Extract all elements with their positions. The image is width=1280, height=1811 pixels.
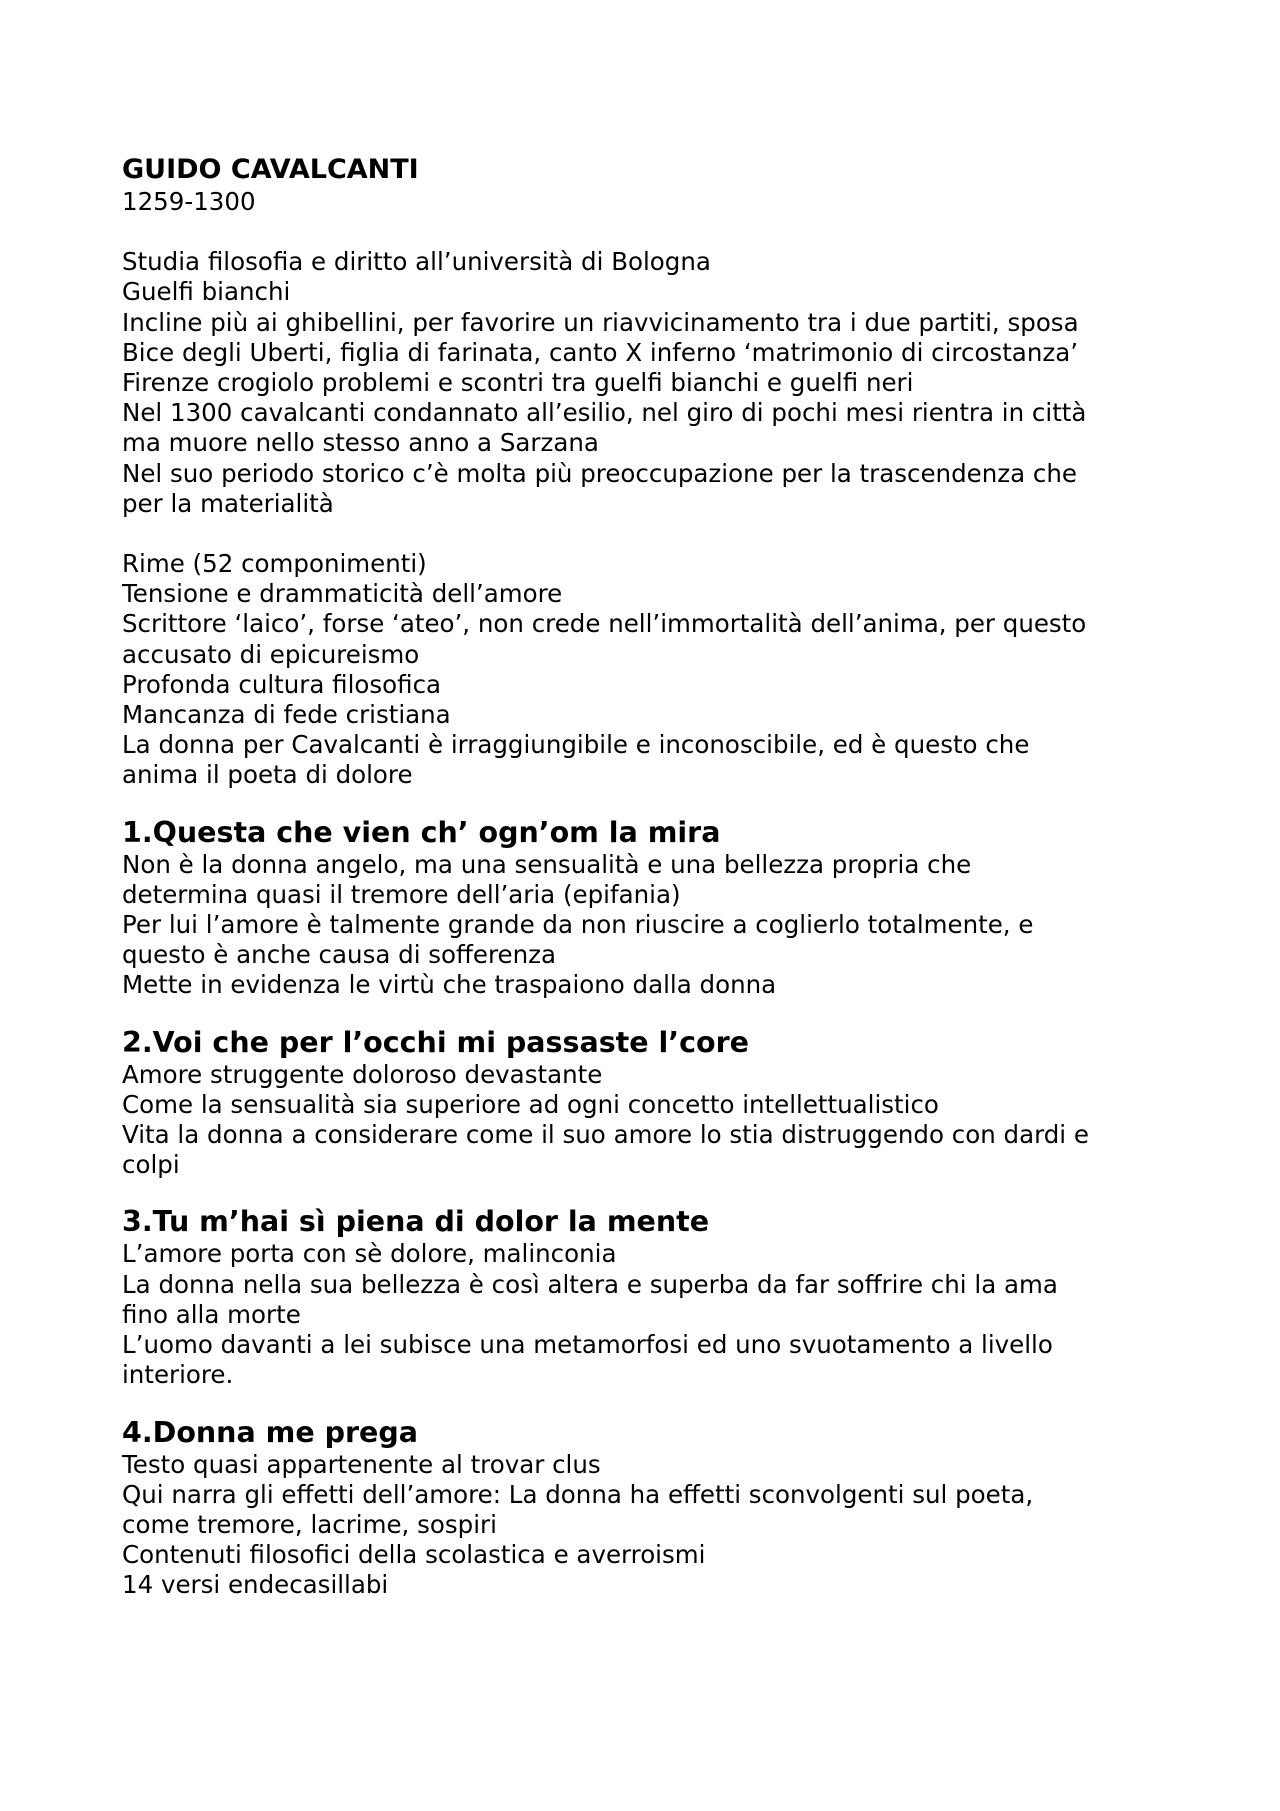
section-line: Testo quasi appartenente al trovar clus [122, 1449, 601, 1479]
rime-line: Scrittore ‘laico’, forse ‘ateo’, non crede nell’immortalità dell’anima, per questo [122, 609, 1087, 639]
section-line: Qui narra gli effetti dell’amore: La donna ha effetti sconvolgenti sul poeta, [122, 1479, 1034, 1509]
rime-line: Profonda cultura filosofica [122, 669, 442, 699]
bio-line: Firenze crogiolo problemi e scontri tra guelfi bianchi e guelfi neri [122, 368, 914, 398]
paragraph-gap [122, 519, 1182, 549]
section-line: L’amore porta con sè dolore, malinconia [122, 1239, 617, 1269]
poem-section-1 [122, 816, 1182, 1001]
section-line: La donna nella sua bellezza è così altera e superba da far soffrire chi la ama [122, 1269, 1058, 1299]
section-heading: 3.Tu m’hai sì piena di dolor la mente [122, 1205, 710, 1239]
poem-section-4 [122, 1416, 1182, 1601]
section-line: colpi [122, 1150, 180, 1180]
section-line: Non è la donna angelo, ma una sensualità e una bellezza propria che [122, 849, 972, 879]
paragraph-gap [122, 217, 1182, 247]
rime-block [122, 549, 1182, 791]
bio-line: Bice degli Uberti, figlia di farinata, canto X inferno ‘matrimonio di circostanza’ [122, 337, 1079, 367]
life-dates: 1259-1300 [122, 187, 256, 216]
poem-section-2 [122, 1026, 1182, 1181]
section-line: fino alla morte [122, 1299, 301, 1329]
rime-line: Rime (52 componimenti) [122, 549, 427, 579]
section-heading: 2.Voi che per l’occhi mi passaste l’core [122, 1025, 749, 1059]
section-line: interiore. [122, 1360, 234, 1390]
bio-line: Nel suo periodo storico c’è molta più preoccupazione per la trascendenza che [122, 458, 1077, 488]
rime-line: Tensione e drammaticità dell’amore [122, 579, 563, 609]
bio-line: per la materialità [122, 488, 334, 518]
bio-line: ma muore nello stesso anno a Sarzana [122, 428, 599, 458]
section-line: Mette in evidenza le virtù che traspaiono dalla donna [122, 970, 777, 1000]
section-heading: 1.Questa che vien ch’ ogn’om la mira [122, 815, 721, 849]
document-title: GUIDO CAVALCANTI [122, 154, 419, 185]
section-line: Come la sensualità sia superiore ad ogni concetto intellettualistico [122, 1089, 939, 1119]
section-line: questo è anche causa di sofferenza [122, 940, 557, 970]
section-line: come tremore, lacrime, sospiri [122, 1509, 497, 1539]
rime-line: anima il poeta di dolore [122, 760, 413, 790]
section-line: 14 versi endecasillabi [122, 1570, 389, 1600]
rime-line: Mancanza di fede cristiana [122, 700, 451, 730]
section-line: determina quasi il tremore dell’aria (epifania) [122, 879, 681, 909]
rime-line: La donna per Cavalcanti è irraggiungibile e inconoscibile, ed è questo che [122, 730, 1030, 760]
bio-line: Incline più ai ghibellini, per favorire un riavvicinamento tra i due partiti, sposa [122, 307, 1079, 337]
section-line: Per lui l’amore è talmente grande da non riuscire a coglierlo totalmente, e [122, 910, 1034, 940]
biography-block [122, 247, 1182, 519]
document-body [122, 153, 1182, 1601]
section-line: Amore struggente doloroso devastante [122, 1059, 603, 1089]
bio-line: Guelfi bianchi [122, 277, 291, 307]
rime-line: accusato di epicureismo [122, 639, 420, 669]
section-line: L’uomo davanti a lei subisce una metamorfosi ed uno svuotamento a livello [122, 1330, 1053, 1360]
bio-line: Nel 1300 cavalcanti condannato all’esilio, nel giro di pochi mesi rientra in città [122, 398, 1087, 428]
section-line: Vita la donna a considerare come il suo amore lo stia distruggendo con dardi e [122, 1120, 1089, 1150]
section-line: Contenuti filosofici della scolastica e averroismi [122, 1540, 706, 1570]
poem-section-3 [122, 1205, 1182, 1390]
section-heading: 4.Donna me prega [122, 1415, 418, 1449]
bio-line: Studia filosofia e diritto all’università di Bologna [122, 247, 711, 277]
